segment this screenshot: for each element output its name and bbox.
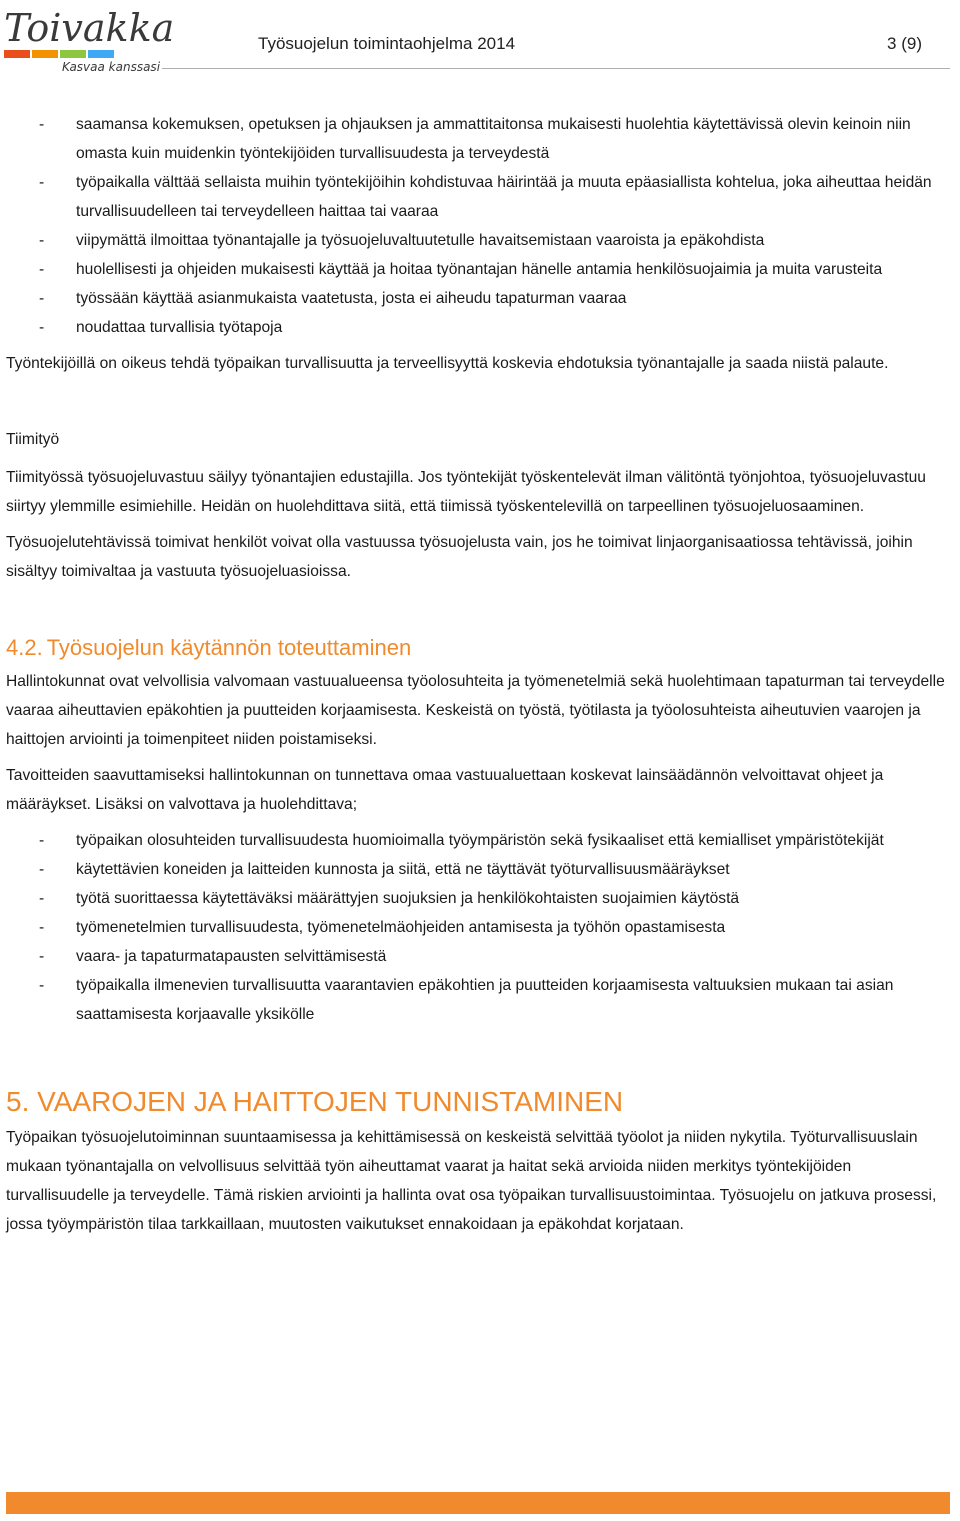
logo-color-bar-green: [60, 50, 86, 58]
teamwork-paragraph-2: Työsuojelutehtävissä toimivat henkilöt voivat olla vastuussa työsuojelusta vain, jos he toimivat linjaorganisaatiossa tehtävissä, joihin sisältyy toimivaltaa ja vastuuta työsuojeluasioissa.: [6, 534, 913, 580]
teamwork-heading: Tiimityö: [6, 431, 60, 448]
list-item: - työtä suorittaessa käytettäväksi määrättyjen suojuksien ja henkilökohtaisten suojaimien käytöstä: [6, 884, 952, 913]
rights-paragraph: Työntekijöillä on oikeus tehdä työpaikan turvallisuutta ja terveellisyyttä koskevia ehdotuksia työnantajalle ja saada niistä palaute.: [6, 355, 889, 372]
section-4-2-paragraph-1: Hallintokunnat ovat velvollisia valvomaan vastuualueensa työolosuhteita ja työmenetelmiä sekä huolehtimaan tapaturman tai terveydelle vaaraa aiheuttavien epäkohtien ja puutteiden korjaamisesta. Keskeistä on työstä, työtilasta ja työolosuhteista aiheutuvien vaarojen ja haittojen arviointi ja toimenpiteet niiden poistamiseksi.: [6, 673, 945, 748]
section-5-heading: 5. VAAROJEN JA HAITTOJEN TUNNISTAMINEN: [6, 1086, 624, 1117]
toivakka-logo: [4, 2, 175, 74]
list-item: - työpaikalla välttää sellaista muihin työntekijöihin kohdistuvaa häirintää ja muuta epäasiallista kohtelua, joka aiheuttaa heidän turvallisuudelleen tai terveydelleen haittaa tai vaaraa: [6, 168, 952, 226]
section-title: Työsuojelun käytännön toteuttaminen: [46, 635, 412, 660]
list-item: - huolellisesti ja ohjeiden mukaisesti käyttää ja hoitaa työnantajan hänelle antamia henkilösuojaimia ja muita varusteita: [6, 255, 952, 284]
duties-list: [6, 110, 952, 342]
teamwork-paragraph-1: Tiimityössä työsuojeluvastuu säilyy työnantajien edustajilla. Jos työntekijät työskentelevät ilman välitöntä työnjohtoa, työsuojeluvastuu siirtyy ylemmille esimiehille. Heidän on huolehdittava siitä, että tiimissä työskentelevillä on tarpeellinen työsuojeluosaaminen.: [6, 469, 926, 515]
page-header: [0, 0, 960, 74]
header-divider: [162, 68, 950, 69]
section-4-2-paragraph-2: Tavoitteiden saavuttamiseksi hallintokunnan on tunnettava omaa vastuualuettaan koskevat lainsäädännön velvoittavat ohjeet ja määräykset. Lisäksi on valvottava ja huolehdittava;: [6, 767, 884, 813]
list-item: - työpaikalla ilmenevien turvallisuutta vaarantavien epäkohtien ja puutteiden korjaamisesta valtuuksien mukaan tai asian saattamisesta korjaavalle yksikölle: [6, 971, 952, 1029]
oversight-list: [6, 826, 952, 1029]
list-item: - työssään käyttää asianmukaista vaatetusta, josta ei aiheudu tapaturman vaaraa: [6, 284, 952, 313]
logo-color-bar-orange: [32, 50, 58, 58]
list-item: - työpaikan olosuhteiden turvallisuudesta huomioimalla työympäristön sekä fysikaaliset että kemialliset ympäristötekijät: [6, 826, 952, 855]
section-5-paragraph: Työpaikan työsuojelutoiminnan suuntaamisessa ja kehittämisessä on keskeistä selvittää työolot ja niiden nykytila. Työturvallisuuslain mukaan työnantajalla on velvollisuus selvittää työn aiheuttamat vaarat ja haitat sekä arvioida niiden merkitys työntekijöiden turvallisuudelle ja terveydelle. Tämä riskien arviointi ja hallinta ovat osa työpaikan turvallisuustoimintaa. Työsuojelu on jatkuva prosessi, jossa työympäristön tilaa tarkkaillaan, muutosten vaikutukset ennakoidaan ja epäkohdat korjataan.: [6, 1129, 937, 1233]
logo-color-bar-red: [4, 50, 30, 58]
list-item: - käytettävien koneiden ja laitteiden kunnosta ja siitä, että ne täyttävät työturvallisuusmääräykset: [6, 855, 952, 884]
document-title: Työsuojelun toimintaohjelma 2014: [258, 34, 516, 53]
page-number: 3 (9): [887, 34, 922, 53]
page-content: [6, 110, 952, 1239]
list-item: - viipymättä ilmoittaa työnantajalle ja työsuojeluvaltuutetulle havaitsemistaan vaaroista ja epäkohdista: [6, 226, 952, 255]
list-item: - noudattaa turvallisia työtapoja: [6, 313, 952, 342]
logo-color-bar-blue: [88, 50, 114, 58]
list-item: - vaara- ja tapaturmatapausten selvittämisestä: [6, 942, 952, 971]
logo-tagline: Kasvaa kanssasi: [62, 60, 161, 74]
list-item: - työmenetelmien turvallisuudesta, työmenetelmäohjeiden antamisesta ja työhön opastamisesta: [6, 913, 952, 942]
logo-wordmark: Toivakka: [4, 6, 175, 50]
section-4-2-heading: [6, 633, 952, 663]
section-number: 4.2.: [6, 635, 43, 660]
list-item: - saamansa kokemuksen, opetuksen ja ohjauksen ja ammattitaitonsa mukaisesti huolehtia käytettävissä olevin keinoin niin omasta kuin muidenkin työntekijöiden turvallisuudesta ja terveydestä: [6, 110, 952, 168]
footer-bar: [6, 1492, 950, 1514]
